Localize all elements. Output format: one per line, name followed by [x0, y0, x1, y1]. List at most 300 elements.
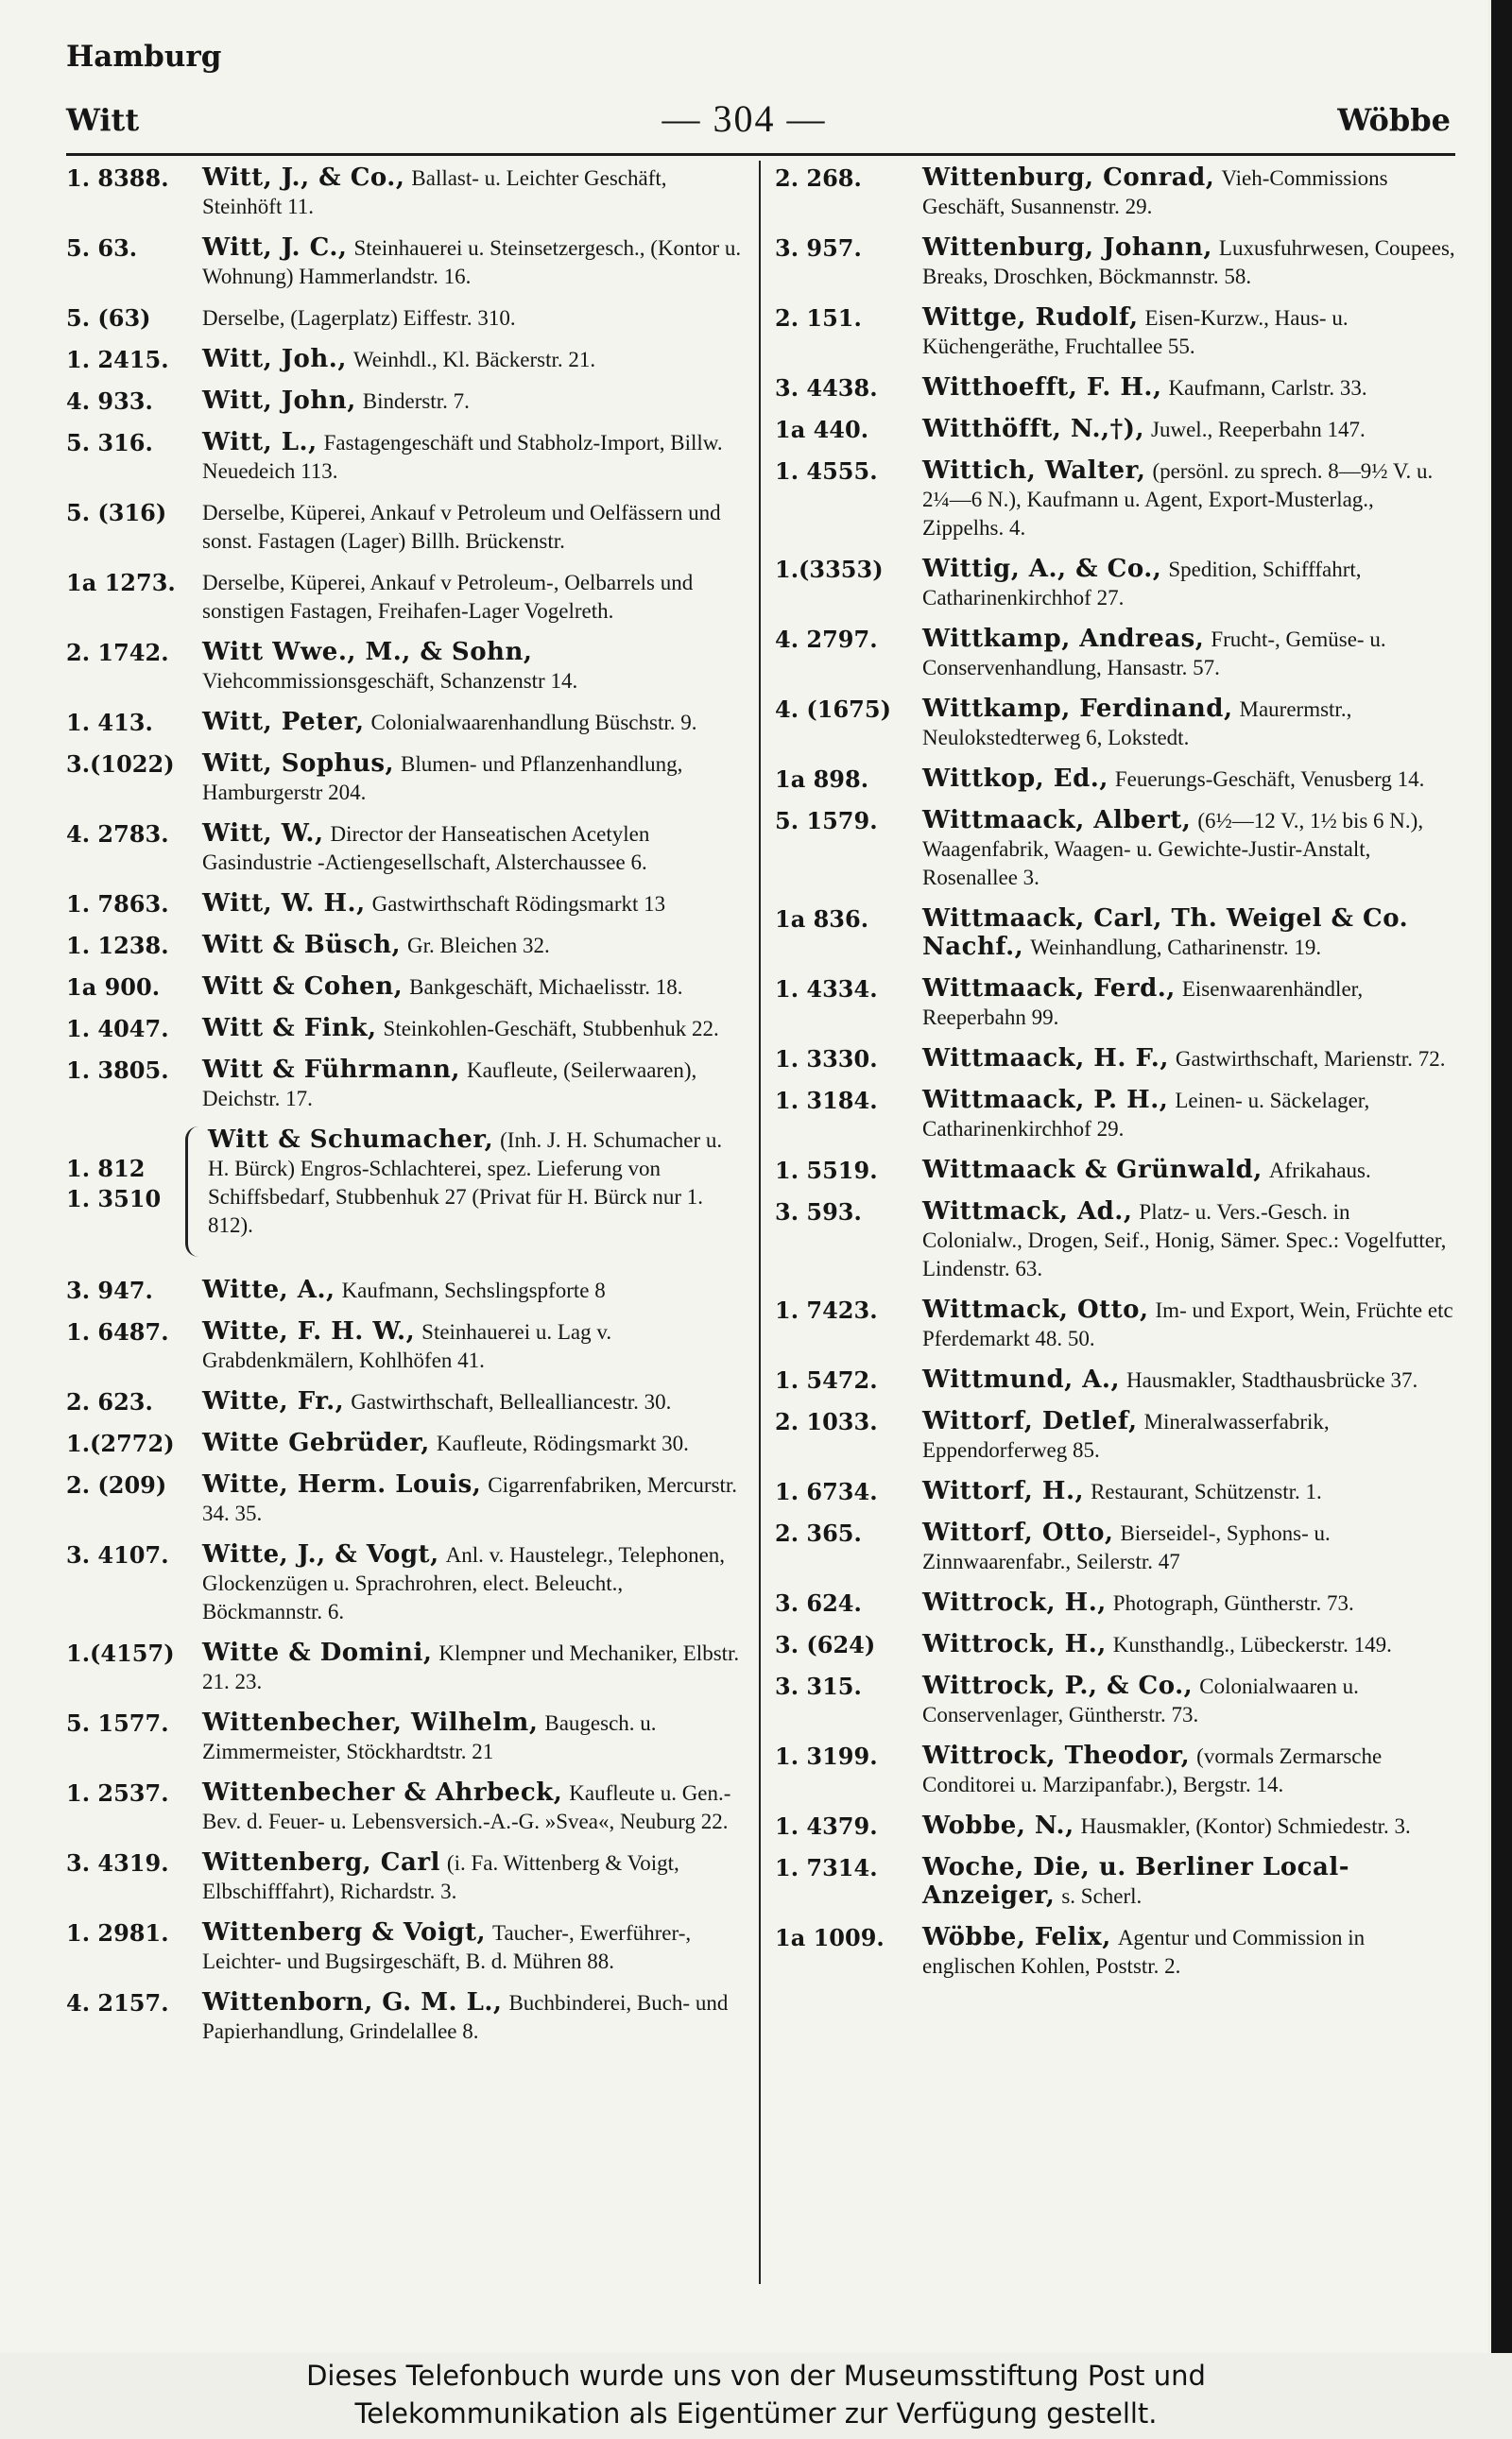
- entry-description: Afrikahaus.: [1268, 1159, 1371, 1182]
- entry-text: [922, 416, 1455, 444]
- entry-text: [202, 304, 747, 333]
- entry-description: Kaufmann, Sechslingspforte 8: [341, 1279, 606, 1302]
- entry-name: Witte, F. H. W.,: [202, 1317, 416, 1346]
- entry-description: Director der Hanseatischen Acetylen Gasindustrie -Actiengesellschaft, Alsterchaussee 6.: [202, 822, 650, 874]
- phone-number: 1.(4157): [66, 1640, 175, 1667]
- entry-name: Wittig, A., & Co.,: [922, 555, 1162, 583]
- directory-entry: [66, 1015, 747, 1043]
- directory-entry: [775, 1743, 1455, 1799]
- entry-name: Wittmund, A.,: [922, 1365, 1121, 1394]
- entry-text: [922, 626, 1455, 682]
- directory-entry: [66, 499, 747, 556]
- entry-text: [202, 1919, 747, 1976]
- left-entry-list-b: [66, 1277, 747, 2046]
- directory-entry: [775, 556, 1455, 612]
- entry-name: Wittrock, Theodor,: [922, 1742, 1191, 1770]
- directory-entry: [775, 374, 1455, 403]
- directory-entry: [775, 1157, 1455, 1185]
- entry-name: Wittmaack, H. F.,: [922, 1044, 1169, 1073]
- entry-description: Gastwirthschaft, Marienstr. 72.: [1175, 1047, 1446, 1071]
- entry-name: Wittorf, Otto,: [922, 1519, 1114, 1547]
- entry-text: [202, 1056, 747, 1113]
- entry-text: [922, 374, 1455, 403]
- entry-name: Witt, Joh.,: [202, 345, 347, 373]
- header-rule: [66, 153, 1455, 156]
- entry-description: Steinkohlen-Geschäft, Stubbenhuk 22.: [383, 1017, 719, 1040]
- entry-name: Wittrock, P., & Co.,: [922, 1672, 1194, 1700]
- entry-text: [202, 234, 747, 291]
- directory-entry: [775, 1087, 1455, 1143]
- entry-name: Witte Gebrüder,: [202, 1429, 430, 1457]
- entry-description: Steinhauerei u. Steinsetzergesch., (Kontor u. Wohnung) Hammerlandstr. 16.: [202, 236, 742, 288]
- directory-entry: [66, 1471, 747, 1528]
- entry-description: (persönl. zu sprech. 8—9½ V. u. 2¼—6 N.), Kaufmann u. Agent, Export-Musterlag., Zippelhs. 4.: [922, 459, 1434, 540]
- left-entry-list-a: [66, 164, 747, 1113]
- entry-text: [922, 1478, 1455, 1506]
- phone-number: 3. 4107.: [66, 1541, 169, 1569]
- phone-number: 5. 1577.: [66, 1709, 169, 1737]
- entry-name: Witte, Herm. Louis,: [202, 1470, 482, 1499]
- group-entry-name: Witt & Schumacher,: [208, 1125, 494, 1154]
- entry-description: Gastwirthschaft, Bellealliancestr. 30.: [351, 1390, 672, 1414]
- phone-number: 1. 3330.: [775, 1045, 878, 1073]
- entry-text: [922, 164, 1455, 221]
- phone-number: 1a 1273.: [66, 569, 176, 596]
- last-entry-keyword: Wöbbe: [1337, 102, 1451, 138]
- entry-description: (vormals Zermarsche Conditorei u. Marzipanfabr.), Bergstr. 14.: [922, 1744, 1383, 1796]
- directory-entry: [775, 1045, 1455, 1074]
- entry-description: Buchbinderei, Buch- und Papierhandlung, Grindelallee 8.: [202, 1991, 729, 2043]
- page-number: — 304 —: [662, 97, 827, 140]
- entry-text: [202, 1015, 747, 1043]
- entry-text: [922, 1812, 1455, 1841]
- entry-text: [922, 975, 1455, 1032]
- directory-entry: [66, 1277, 747, 1305]
- entry-description: Weinhdl., Kl. Bäckerstr. 21.: [352, 348, 596, 371]
- phone-number: 5. (63): [66, 304, 151, 332]
- directory-entry: [66, 1056, 747, 1113]
- group-entry: [66, 1126, 747, 1263]
- entry-description: Gr. Bleichen 32.: [407, 934, 550, 957]
- group-number-2: 1. 3510: [66, 1185, 162, 1212]
- directory-entry: [775, 696, 1455, 752]
- directory-entry: [66, 639, 747, 696]
- entry-description: Hausmakler, (Kontor) Schmiedestr. 3.: [1080, 1814, 1411, 1838]
- entry-name: Witt Wwe., M., & Sohn,: [202, 638, 533, 666]
- directory-entry: [775, 1812, 1455, 1841]
- phone-number: 4. 2797.: [775, 626, 878, 653]
- city-heading: Hamburg: [66, 40, 222, 74]
- first-entry-keyword: Witt: [66, 102, 140, 138]
- directory-entry: [66, 346, 747, 374]
- entry-name: Wittenborn, G. M. L.,: [202, 1988, 503, 2017]
- phone-number: 3.(1022): [66, 750, 175, 778]
- group-entry-desc: (Inh. J. H. Schumacher u. H. Bürck) Engros-Schlachterei, spez. Lieferung von Schiffsbedarf, Stubbenhuk 27 (Privat für H. Bürck nur 1. 812).: [208, 1128, 723, 1237]
- entry-text: [202, 750, 747, 807]
- group-number-1: 1. 812: [66, 1155, 146, 1182]
- entry-text: [202, 820, 747, 877]
- directory-entry: [66, 304, 747, 333]
- entry-description: Restaurant, Schützenstr. 1.: [1091, 1480, 1322, 1503]
- phone-number: 1. 1238.: [66, 932, 169, 959]
- directory-entry: [775, 457, 1455, 542]
- directory-entry: [775, 626, 1455, 682]
- directory-entry: [775, 164, 1455, 221]
- entry-name: Wobbe, N.,: [922, 1812, 1074, 1840]
- directory-entry: [775, 1478, 1455, 1506]
- entry-text: [922, 1924, 1455, 1981]
- phone-number: 4. 2157.: [66, 1989, 169, 2017]
- entry-text: [202, 1989, 747, 2046]
- directory-entry: [775, 905, 1455, 962]
- entry-name: Witt & Führmann,: [202, 1056, 460, 1084]
- entry-description: Maurermstr., Neulokstedterweg 6, Lokstedt.: [922, 697, 1352, 749]
- entry-name: Witt & Cohen,: [202, 972, 404, 1001]
- entry-description: Eisen-Kurzw., Haus- u. Küchengeräthe, Fruchtallee 55.: [922, 306, 1349, 358]
- phone-number: 1. 2415.: [66, 346, 169, 373]
- entry-text: [202, 1779, 747, 1836]
- entry-name: Witthöfft, N.,†),: [922, 415, 1145, 443]
- entry-text: [202, 569, 747, 626]
- entry-description: Vieh-Commissions Geschäft, Susannenstr. 29.: [922, 166, 1388, 218]
- entry-text: [922, 1198, 1455, 1283]
- directory-entry: [66, 820, 747, 877]
- directory-entry: [66, 932, 747, 960]
- directory-entry: [66, 429, 747, 486]
- entry-name: Witt, L.,: [202, 428, 318, 456]
- phone-number: 5. 63.: [66, 234, 138, 262]
- entry-text: [922, 696, 1455, 752]
- entry-name: Witte, Fr.,: [202, 1387, 345, 1416]
- directory-entry: [775, 1631, 1455, 1659]
- entry-description: Gastwirthschaft Rödingsmarkt 13: [371, 892, 666, 916]
- entry-name: Wittmaack, Carl, Th. Weigel & Co. Nachf.,: [922, 904, 1409, 961]
- directory-entry: [66, 1709, 747, 1766]
- phone-number: 1a 836.: [775, 905, 869, 933]
- directory-entry: [775, 765, 1455, 794]
- entry-text: [202, 1849, 747, 1906]
- phone-number: 2. (209): [66, 1471, 167, 1499]
- entry-name: Wittorf, H.,: [922, 1477, 1085, 1505]
- entry-name: Witthoefft, F. H.,: [922, 373, 1162, 402]
- entry-text: [202, 890, 747, 919]
- entry-text: [922, 1087, 1455, 1143]
- entry-description: Derselbe, Küperei, Ankauf v Petroleum-, Oelbarrels und sonstigen Fastagen, Freihafen-Lager Vogelreth.: [202, 571, 694, 623]
- entry-description: (6½—12 V., 1½ bis 6 N.), Waagenfabrik, Waagen- u. Gewichte-Justir-Anstalt, Rosenallee 3.: [922, 809, 1424, 889]
- entry-text: [922, 457, 1455, 542]
- column-divider: [759, 161, 761, 2284]
- phone-number: 2. 1033.: [775, 1408, 878, 1435]
- directory-entry: [66, 1989, 747, 2046]
- entry-name: Wittge, Rudolf,: [922, 303, 1139, 332]
- phone-number: 3. 593.: [775, 1198, 862, 1226]
- phone-number: 2. 365.: [775, 1520, 862, 1547]
- entry-text: [202, 499, 747, 556]
- scan-edge: [1491, 0, 1512, 2353]
- entry-description: Eisenwaarenhändler, Reeperbahn 99.: [922, 977, 1364, 1029]
- entry-name: Witte, A.,: [202, 1276, 335, 1304]
- directory-entry: [66, 1388, 747, 1417]
- phone-number: 3. 624.: [775, 1589, 862, 1617]
- directory-entry: [66, 1849, 747, 1906]
- entry-description: Bierseidel-, Syphons- u. Zinnwaarenfabr., Seilerstr. 47: [922, 1521, 1331, 1573]
- entry-name: Wittmaack & Grünwald,: [922, 1156, 1263, 1184]
- entry-name: Wittkamp, Andreas,: [922, 625, 1205, 653]
- footer-line-2: Telekommunikation als Eigentümer zur Verfügung gestellt.: [354, 2397, 1158, 2430]
- entry-description: Agentur und Commission in englischen Kohlen, Poststr. 2.: [922, 1926, 1366, 1978]
- brace: [185, 1126, 201, 1257]
- phone-number: 1. 2537.: [66, 1779, 169, 1807]
- directory-entry: [66, 709, 747, 737]
- directory-entry: [66, 1430, 747, 1458]
- entry-description: Spedition, Schifffahrt, Catharinenkirchhof 27.: [922, 558, 1362, 610]
- phone-number: 1. 5519.: [775, 1157, 878, 1184]
- directory-entry: [66, 164, 747, 221]
- directory-entry: [66, 1541, 747, 1626]
- phone-number: 4. 2783.: [66, 820, 169, 848]
- directory-entry: [775, 1589, 1455, 1618]
- entry-description: Luxusfuhrwesen, Coupees, Breaks, Droschken, Böckmannstr. 58.: [922, 236, 1455, 288]
- entry-name: Wittrock, H.,: [922, 1589, 1107, 1617]
- entry-description: Colonialwaarenhandlung Büschstr. 9.: [370, 711, 697, 734]
- entry-description: Derselbe, (Lagerplatz) Eiffestr. 310.: [202, 306, 516, 330]
- entry-description: Anl. v. Haustelegr., Telephonen, Glockenzügen u. Sprachrohren, elect. Beleucht., Böckmannstr. 6.: [202, 1543, 726, 1623]
- entry-description: Fastagengeschäft und Stabholz-Import, Billw. Neuedeich 113.: [202, 431, 723, 483]
- directory-entry: [775, 1297, 1455, 1353]
- entry-name: Wittenbecher & Ahrbeck,: [202, 1778, 563, 1807]
- entry-text: [922, 1673, 1455, 1729]
- directory-entry: [66, 569, 747, 626]
- entry-name: Witt, W.,: [202, 819, 324, 848]
- directory-entry: [775, 1198, 1455, 1283]
- directory-entry: [775, 1924, 1455, 1981]
- phone-number: 1. 4555.: [775, 457, 878, 485]
- phone-number: 3. 4319.: [66, 1849, 169, 1877]
- entry-name: Wittenberg, Carl: [202, 1848, 440, 1877]
- entry-description: Frucht-, Gemüse- u. Conservenhandlung, Hansastr. 57.: [922, 627, 1386, 679]
- directory-entry: [775, 807, 1455, 892]
- right-entry-list: [775, 164, 1455, 1981]
- entry-description: Steinhauerei u. Lag v. Grabdenkmälern, Kohlhöfen 41.: [202, 1320, 612, 1372]
- entry-name: Witt, Sophus,: [202, 749, 395, 778]
- phone-number: 1. 3184.: [775, 1087, 878, 1114]
- entry-text: [922, 905, 1455, 962]
- phone-number: 1a 900.: [66, 973, 161, 1001]
- entry-description: (i. Fa. Wittenberg & Voigt, Elbschifffahrt), Richardstr. 3.: [202, 1851, 679, 1903]
- entry-description: Kunsthandlg., Lübeckerstr. 149.: [1112, 1633, 1392, 1657]
- entry-text: [922, 1297, 1455, 1353]
- entry-description: Cigarrenfabriken, Mercurstr. 34. 35.: [202, 1473, 738, 1525]
- phone-number: 3. 4438.: [775, 374, 878, 402]
- entry-text: [202, 932, 747, 960]
- directory-entry: [66, 1919, 747, 1976]
- entry-text: [922, 1408, 1455, 1465]
- entry-name: Wittenbecher, Wilhelm,: [202, 1709, 539, 1737]
- entry-name: Witt, Peter,: [202, 708, 365, 736]
- phone-number: 2. 1742.: [66, 639, 169, 666]
- entry-text: [922, 807, 1455, 892]
- entry-description: Platz- u. Vers.-Gesch. in Colonialw., Drogen, Seif., Honig, Sämer. Spec.: Vogelfutter, Lindenstr. 63.: [922, 1200, 1447, 1280]
- directory-entry: [775, 416, 1455, 444]
- directory-entry: [66, 750, 747, 807]
- directory-entry: [775, 234, 1455, 291]
- entry-description: Leinen- u. Säckelager, Catharinenkirchhof 29.: [922, 1089, 1370, 1141]
- entry-text: [922, 1157, 1455, 1185]
- right-column: [775, 164, 1455, 2281]
- entry-name: Wittorf, Detlef,: [922, 1407, 1138, 1435]
- phone-number: 1. 2981.: [66, 1919, 169, 1947]
- entry-text: [922, 1854, 1455, 1911]
- entry-description: Kaufleute u. Gen.-Bev. d. Feuer- u. Lebensversich.-A.-G. »Svea«, Neuburg 22.: [202, 1781, 731, 1833]
- entry-description: Taucher-, Ewerführer-, Leichter- und Bugsirgeschäft, B. d. Mühren 88.: [202, 1921, 692, 1973]
- footer-line-1: Dieses Telefonbuch wurde uns von der Museumsstiftung Post und: [306, 2360, 1206, 2392]
- entry-description: Photograph, Güntherstr. 73.: [1112, 1591, 1354, 1615]
- entry-text: [202, 709, 747, 737]
- entry-text: [922, 1743, 1455, 1799]
- phone-number: 2. 151.: [775, 304, 862, 332]
- phone-number: 1. 7314.: [775, 1854, 878, 1881]
- entry-text: [202, 1640, 747, 1696]
- entry-name: Witt & Fink,: [202, 1014, 377, 1042]
- entry-text: [202, 387, 747, 416]
- phone-number: 4. 933.: [66, 387, 153, 415]
- entry-description: Colonialwaaren u. Conservenlager, Güntherstr. 73.: [922, 1675, 1359, 1726]
- entry-name: Wittrock, H.,: [922, 1630, 1107, 1658]
- directory-entry: [66, 387, 747, 416]
- phone-number: 5. 1579.: [775, 807, 878, 834]
- directory-entry: [775, 1366, 1455, 1395]
- directory-entry: [775, 1520, 1455, 1576]
- phone-number: 3. 315.: [775, 1673, 862, 1700]
- phone-number: 5. (316): [66, 499, 167, 526]
- directory-entry: [66, 890, 747, 919]
- phone-number: 1. 3805.: [66, 1056, 169, 1084]
- directory-entry: [66, 234, 747, 291]
- entry-text: [202, 1318, 747, 1375]
- entry-text: [202, 639, 747, 696]
- directory-entry: [66, 1779, 747, 1836]
- entry-description: Bankgeschäft, Michaelisstr. 18.: [409, 975, 683, 999]
- entry-description: Weinhandlung, Catharinenstr. 19.: [1030, 936, 1322, 959]
- phone-number: 1. 7423.: [775, 1297, 878, 1324]
- entry-text: [922, 556, 1455, 612]
- entry-text: [922, 1589, 1455, 1618]
- entry-description: Kaufmann, Carlstr. 33.: [1168, 376, 1367, 400]
- directory-entry: [775, 304, 1455, 361]
- phone-number: 1. 4379.: [775, 1812, 878, 1840]
- entry-text: [922, 234, 1455, 291]
- entry-text: [202, 1471, 747, 1528]
- directory-entry: [775, 1673, 1455, 1729]
- entry-name: Witt & Büsch,: [202, 931, 402, 959]
- entry-text: [922, 1366, 1455, 1395]
- directory-entry: [775, 1854, 1455, 1911]
- entry-text: [202, 164, 747, 221]
- phone-number: 3. 957.: [775, 234, 862, 262]
- entry-name: Wittenberg & Voigt,: [202, 1918, 487, 1947]
- entry-description: Juwel., Reeperbahn 147.: [1151, 418, 1366, 441]
- entry-text: [922, 765, 1455, 794]
- entry-name: Wittmack, Ad.,: [922, 1197, 1133, 1226]
- entry-name: Wittmaack, P. H.,: [922, 1086, 1169, 1114]
- entry-description: Kaufleute, (Seilerwaaren), Deichstr. 17.: [202, 1058, 697, 1110]
- phone-number: 1.(3353): [775, 556, 884, 583]
- phone-number: 1. 3199.: [775, 1743, 878, 1770]
- entry-description: Baugesch. u. Zimmermeister, Stöckhardtstr. 21: [202, 1711, 657, 1763]
- entry-name: Witt, J., & Co.,: [202, 164, 405, 192]
- left-column: [66, 164, 747, 2281]
- entry-text: [922, 1045, 1455, 1074]
- entry-text: [202, 1430, 747, 1458]
- phone-number: 1. 4047.: [66, 1015, 169, 1042]
- group-entry-text: [208, 1126, 747, 1240]
- entry-text: [922, 304, 1455, 361]
- phone-number: 2. 268.: [775, 164, 862, 192]
- entry-name: Wittich, Walter,: [922, 456, 1146, 485]
- phone-number: 1. 5472.: [775, 1366, 878, 1394]
- directory-entry: [66, 1640, 747, 1696]
- phone-number: 5. 316.: [66, 429, 153, 456]
- entry-description: Im- und Export, Wein, Früchte etc Pferdemarkt 48. 50.: [922, 1298, 1453, 1350]
- entry-description: Mineralwasserfabrik, Eppendorferweg 85.: [922, 1410, 1330, 1462]
- entry-name: Witt, W. H.,: [202, 889, 366, 918]
- entry-name: Wittmaack, Albert,: [922, 806, 1192, 834]
- entry-description: Derselbe, Küperei, Ankauf v Petroleum und Oelfässern und sonst. Fastagen (Lager) Billh. Brückenstr.: [202, 501, 721, 553]
- entry-name: Witte, J., & Vogt,: [202, 1540, 439, 1569]
- phone-number: 1a 1009.: [775, 1924, 885, 1951]
- entry-text: [202, 346, 747, 374]
- entry-text: [202, 429, 747, 486]
- entry-name: Wittenburg, Johann,: [922, 233, 1212, 262]
- entry-name: Witte & Domini,: [202, 1639, 433, 1667]
- entry-description: Blumen- und Pflanzenhandlung, Hamburgerstr 204.: [202, 752, 683, 804]
- entry-name: Wöbbe, Felix,: [922, 1923, 1111, 1951]
- phone-number: 1a 440.: [775, 416, 869, 443]
- entry-description: Kaufleute, Rödingsmarkt 30.: [436, 1432, 689, 1455]
- directory-entry: [775, 1408, 1455, 1465]
- entry-text: [202, 1709, 747, 1766]
- entry-description: Viehcommissionsgeschäft, Schanzenstr 14.: [202, 669, 578, 693]
- entry-name: Witt, J. C.,: [202, 233, 348, 262]
- entry-name: Woche, Die, u. Berliner Local-Anzeiger,: [922, 1853, 1350, 1910]
- entry-name: Wittmaack, Ferd.,: [922, 974, 1176, 1003]
- footer-note: [0, 2353, 1512, 2439]
- phone-number: 1. 8388.: [66, 164, 169, 192]
- entry-text: [202, 1277, 747, 1305]
- entry-description: Ballast- u. Leichter Geschäft, Steinhöft 11.: [202, 166, 667, 218]
- entry-description: s. Scherl.: [1061, 1884, 1143, 1908]
- directory-entry: [66, 973, 747, 1002]
- entry-name: Wittenburg, Conrad,: [922, 164, 1215, 192]
- directory-entry: [66, 1318, 747, 1375]
- entry-description: Binderstr. 7.: [362, 389, 470, 413]
- entry-text: [922, 1631, 1455, 1659]
- phone-number: 3. 947.: [66, 1277, 153, 1304]
- phone-number: 4. (1675): [775, 696, 891, 723]
- entry-name: Witt, John,: [202, 386, 356, 415]
- entry-description: Feuerungs-Geschäft, Venusberg 14.: [1114, 767, 1425, 791]
- phone-number: 3. (624): [775, 1631, 876, 1658]
- phone-number: 2. 623.: [66, 1388, 153, 1416]
- phone-number: 1. 7863.: [66, 890, 169, 918]
- phone-number: 1.(2772): [66, 1430, 175, 1457]
- entry-description: Hausmakler, Stadthausbrücke 37.: [1126, 1368, 1418, 1392]
- phone-number: 1a 898.: [775, 765, 869, 793]
- entry-name: Wittkop, Ed.,: [922, 764, 1108, 793]
- entry-text: [202, 973, 747, 1002]
- entry-text: [922, 1520, 1455, 1576]
- entry-description: Klempner und Mechaniker, Elbstr. 21. 23.: [202, 1641, 740, 1693]
